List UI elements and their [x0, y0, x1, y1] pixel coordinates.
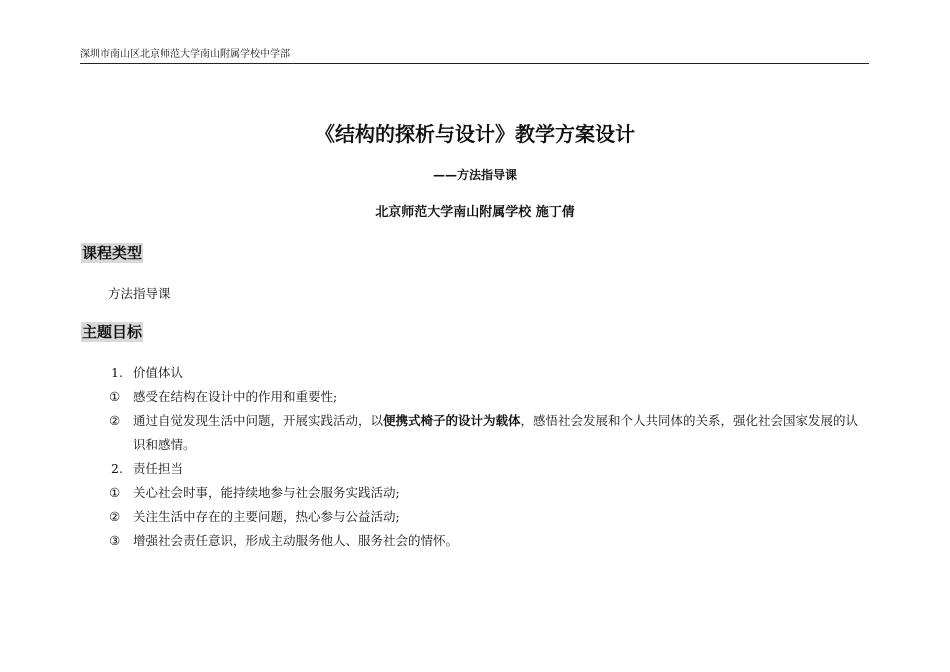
document-title: 《结构的探析与设计》教学方案设计 [315, 122, 635, 146]
list-item [109, 481, 869, 505]
list-marker: 1. [111, 365, 123, 380]
list-item-text: 关心社会时事，能持续地参与社会服务实践活动; [133, 485, 400, 500]
page-header [80, 49, 869, 64]
list-item [109, 409, 869, 457]
list-item-text-before: 通过自觉发现生活中问题，开展实践活动，以 [133, 413, 384, 428]
list-item-text-bold: 便携式椅子的设计为载体 [383, 413, 521, 428]
list-item [109, 529, 869, 553]
list-item [109, 457, 869, 481]
document-author: 北京师范大学南山附属学校 施丁倩 [375, 205, 575, 220]
list-marker: 2. [111, 461, 123, 476]
list-item-text: 感受在结构在设计中的作用和重要性; [133, 389, 338, 404]
list-marker: ③ [109, 533, 121, 548]
list-item [109, 385, 869, 409]
list-item-text: 价值体认 [133, 365, 184, 380]
list-item-text: 关注生活中存在的主要问题，热心参与公益活动; [133, 509, 400, 524]
list-item-text: 责任担当 [133, 461, 184, 476]
list-item-text: 增强社会责任意识，形成主动服务他人、服务社会的情怀。 [133, 533, 459, 548]
list-item [109, 361, 869, 385]
document-subtitle: ——方法指导课 [432, 168, 517, 182]
list-item-text-after: ，感悟社会发展和个人共同体的关系，强化社会国家发展的认识和感情。 [133, 413, 859, 452]
list-item [109, 505, 869, 529]
list-marker: ② [109, 413, 121, 428]
course-type-content: 方法指导课 [108, 286, 171, 301]
list-marker: ① [109, 485, 121, 500]
goals-list [109, 361, 869, 553]
header-school-name: 深圳市南山区北京师范大学南山附属学校中学部 [80, 49, 290, 60]
list-marker: ② [109, 509, 121, 524]
section-heading-goals: 主题目标 [82, 323, 143, 341]
list-marker: ① [109, 389, 121, 404]
section-heading-course-type: 课程类型 [82, 244, 143, 262]
